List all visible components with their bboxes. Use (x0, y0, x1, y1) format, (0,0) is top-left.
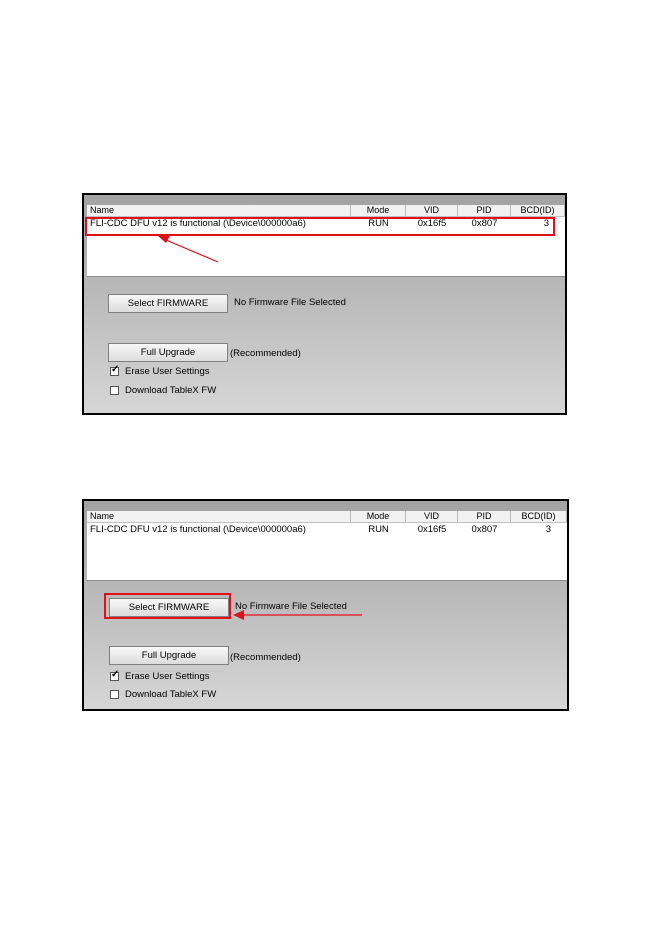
select-firmware-button[interactable]: Select FIRMWARE (108, 294, 228, 313)
select-firmware-button[interactable]: Select FIRMWARE (109, 598, 229, 617)
checkmark-icon: ✓ (111, 669, 120, 680)
column-header-mode[interactable]: Mode (351, 511, 406, 522)
column-header-pid[interactable]: PID (458, 511, 511, 522)
device-pid-cell: 0x807 (471, 218, 498, 229)
device-mode-cell: RUN (368, 218, 389, 229)
column-header-mode[interactable]: Mode (351, 205, 406, 216)
device-name-cell: FLI-CDC DFU v12 is functional (\Device\000000a6) (90, 524, 306, 535)
full-upgrade-button[interactable]: Full Upgrade (108, 343, 228, 362)
erase-user-settings-label: Erase User Settings (125, 366, 210, 377)
full-upgrade-button[interactable]: Full Upgrade (109, 646, 229, 665)
download-tablex-label: Download TableX FW (125, 385, 217, 396)
device-vid-cell: 0x16f5 (417, 524, 447, 535)
column-header-name[interactable]: Name (87, 205, 351, 216)
column-header-bcd[interactable]: BCD(ID) (511, 205, 565, 216)
checkmark-icon: ✓ (111, 364, 120, 375)
device-vid-cell: 0x16f5 (417, 218, 447, 229)
device-mode-cell: RUN (368, 524, 389, 535)
erase-user-settings-label: Erase User Settings (125, 671, 210, 682)
device-pid-cell: 0x807 (471, 524, 498, 535)
arrow-icon-device-row (158, 236, 218, 262)
download-tablex-label: Download TableX FW (125, 689, 217, 700)
firmware-status-text: No Firmware File Selected (235, 601, 347, 612)
recommended-note: (Recommended) (230, 652, 301, 663)
device-name-cell: FLI-CDC DFU v12 is functional (\Device\000000a6) (90, 218, 306, 229)
column-header-pid[interactable]: PID (458, 205, 511, 216)
column-header-vid[interactable]: VID (406, 511, 458, 522)
device-bcd-cell: 3 (545, 524, 551, 535)
column-header-vid[interactable]: VID (406, 205, 458, 216)
recommended-note: (Recommended) (230, 348, 301, 359)
arrow-icon-select-firmware (233, 610, 362, 620)
firmware-status-text: No Firmware File Selected (234, 297, 346, 308)
column-header-name[interactable]: Name (87, 511, 351, 522)
column-header-bcd[interactable]: BCD(ID) (511, 511, 567, 522)
device-bcd-cell: 3 (543, 218, 549, 229)
